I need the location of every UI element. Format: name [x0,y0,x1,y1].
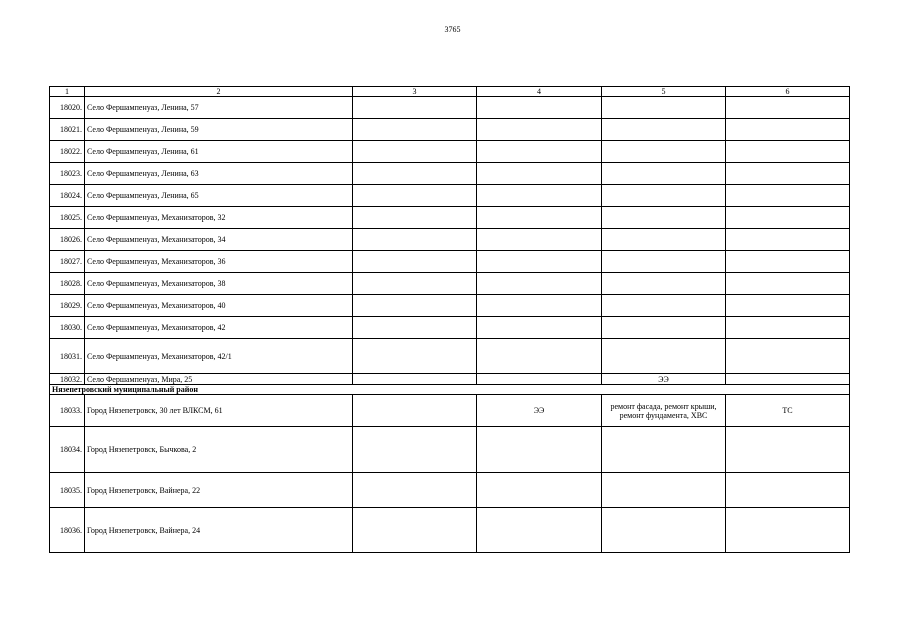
col3-cell [353,185,477,207]
column-header: 4 [477,87,602,97]
col6-cell [726,473,850,508]
address-cell: Село Фершампенуаз, Механизаторов, 34 [85,229,353,251]
col3-cell [353,295,477,317]
col6-cell [726,317,850,339]
address-cell: Село Фершампенуаз, Ленина, 59 [85,119,353,141]
register-table [49,86,850,553]
col6-cell [726,141,850,163]
col6-cell [726,295,850,317]
col3-cell [353,163,477,185]
col5-cell [602,229,726,251]
col6-cell [726,97,850,119]
address-cell: Село Фершампенуаз, Ленина, 63 [85,163,353,185]
table-row [50,374,850,385]
col3-cell [353,317,477,339]
col3-cell [353,339,477,374]
row-number: 18026. [50,229,85,251]
row-number: 18028. [50,273,85,295]
col4-cell [477,97,602,119]
col3-cell [353,97,477,119]
table-row [50,141,850,163]
col5-cell [602,473,726,508]
row-number: 18030. [50,317,85,339]
table-row [50,119,850,141]
col5-cell [602,317,726,339]
table-row [50,273,850,295]
row-number: 18020. [50,97,85,119]
address-cell: Село Фершампенуаз, Механизаторов, 42/1 [85,339,353,374]
col4-cell [477,119,602,141]
address-cell: Село Фершампенуаз, Механизаторов, 42 [85,317,353,339]
row-number: 18036. [50,508,85,553]
col3-cell [353,207,477,229]
col6-cell [726,185,850,207]
col4-cell [477,229,602,251]
col4-cell [477,273,602,295]
table-row [50,508,850,553]
col4-cell [477,339,602,374]
col4-cell [477,163,602,185]
row-number: 18035. [50,473,85,508]
column-header: 3 [353,87,477,97]
col4-cell [477,251,602,273]
col6-cell [726,163,850,185]
address-cell: Город Нязепетровск, Бычкова, 2 [85,427,353,473]
address-cell: Село Фершампенуаз, Механизаторов, 40 [85,295,353,317]
col4-cell: ЭЭ [477,395,602,427]
col5-cell [602,207,726,229]
row-number: 18025. [50,207,85,229]
table-row [50,317,850,339]
column-header: 6 [726,87,850,97]
col4-cell [477,317,602,339]
col3-cell [353,395,477,427]
row-number: 18031. [50,339,85,374]
col5-cell [602,508,726,553]
col4-cell [477,427,602,473]
col5-cell [602,427,726,473]
col3-cell [353,119,477,141]
table-row [50,229,850,251]
col4-cell [477,207,602,229]
col3-cell [353,427,477,473]
row-number: 18032. [50,374,85,385]
address-cell: Село Фершампенуаз, Механизаторов, 36 [85,251,353,273]
col3-cell [353,251,477,273]
section-row [50,385,850,395]
col6-cell [726,427,850,473]
table-row [50,185,850,207]
column-number-row [50,87,850,97]
col4-cell [477,473,602,508]
col6-cell [726,207,850,229]
col3-cell [353,273,477,295]
table-row [50,163,850,185]
column-header: 1 [50,87,85,97]
col5-cell: ЭЭ [602,374,726,385]
table-row [50,427,850,473]
table-row [50,251,850,273]
col6-cell [726,251,850,273]
table-row [50,473,850,508]
page-number: 3765 [444,25,461,34]
col4-cell [477,141,602,163]
col6-cell [726,374,850,385]
col5-cell [602,251,726,273]
address-cell: Город Нязепетровск, Вайнера, 24 [85,508,353,553]
col6-cell [726,339,850,374]
col3-cell [353,141,477,163]
col4-cell [477,185,602,207]
col3-cell [353,374,477,385]
col5-cell [602,295,726,317]
column-header: 2 [85,87,353,97]
col3-cell [353,508,477,553]
address-cell: Город Нязепетровск, 30 лет ВЛКСМ, 61 [85,395,353,427]
col3-cell [353,229,477,251]
row-number: 18029. [50,295,85,317]
col4-cell [477,295,602,317]
address-cell: Город Нязепетровск, Вайнера, 22 [85,473,353,508]
col5-cell [602,273,726,295]
col6-cell [726,508,850,553]
address-cell: Село Фершампенуаз, Мира, 25 [85,374,353,385]
col6-cell [726,229,850,251]
row-number: 18034. [50,427,85,473]
address-cell: Село Фершампенуаз, Ленина, 61 [85,141,353,163]
row-number: 18023. [50,163,85,185]
col5-cell [602,97,726,119]
address-cell: Село Фершампенуаз, Ленина, 65 [85,185,353,207]
col3-cell [353,473,477,508]
table-row [50,295,850,317]
col6-cell [726,273,850,295]
address-cell: Село Фершампенуаз, Ленина, 57 [85,97,353,119]
address-cell: Село Фершампенуаз, Механизаторов, 38 [85,273,353,295]
col5-cell [602,163,726,185]
row-number: 18022. [50,141,85,163]
col4-cell [477,508,602,553]
col6-cell: ТС [726,395,850,427]
col5-cell [602,339,726,374]
table-row [50,207,850,229]
table-row [50,97,850,119]
table-row [50,339,850,374]
row-number: 18033. [50,395,85,427]
col6-cell [726,119,850,141]
col5-cell: ремонт фасада, ремонт крыши, ремонт фундамента, ХВС [602,395,726,427]
col5-cell [602,185,726,207]
col5-cell [602,119,726,141]
column-header: 5 [602,87,726,97]
table-row [50,395,850,427]
address-cell: Село Фершампенуаз, Механизаторов, 32 [85,207,353,229]
row-number: 18024. [50,185,85,207]
row-number: 18021. [50,119,85,141]
col4-cell [477,374,602,385]
section-title: Нязепетровский муниципальный район [50,385,850,395]
row-number: 18027. [50,251,85,273]
col5-cell [602,141,726,163]
